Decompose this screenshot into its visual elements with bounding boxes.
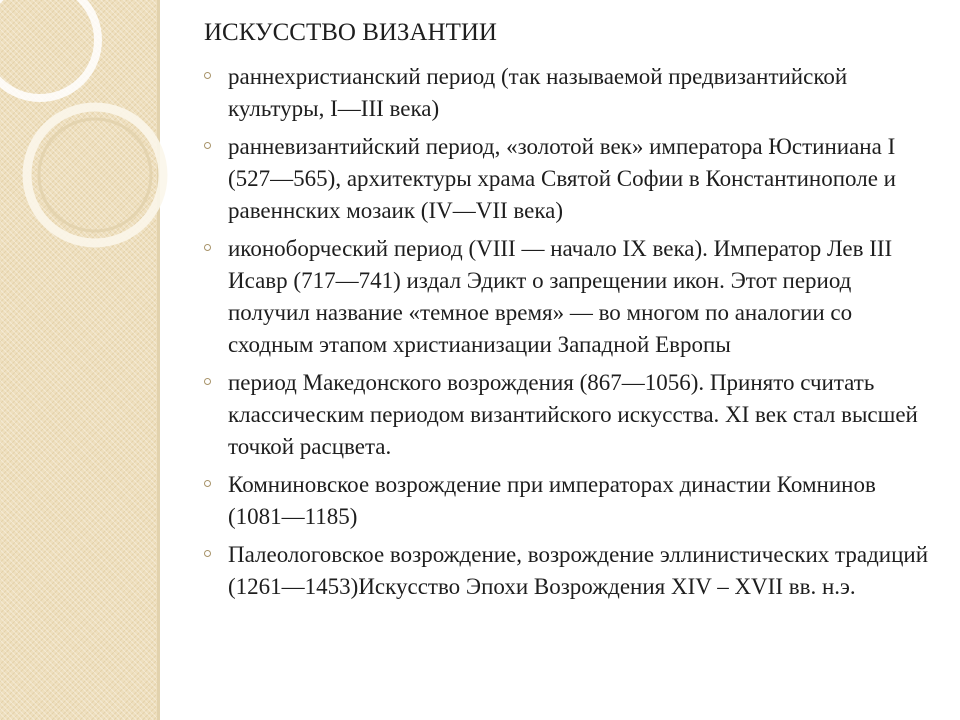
list-item-text: ранневизантийский период, «золотой век» императора Юстиниана I (527—565), архитектуры храма Святой Софии в Константинополе и равеннских мозаик (IV—VII века) xyxy=(228,134,896,223)
ring-bullet-icon xyxy=(204,72,211,79)
ring-bullet-icon xyxy=(204,480,211,487)
list-item-text: раннехристианский период (так называемой предвизантийской культуры, I—III века) xyxy=(228,64,848,121)
ring-bullet-icon xyxy=(204,142,211,149)
list-item xyxy=(204,61,934,125)
list-item-text: период Македонского возрождения (867—1056). Принято считать классическим периодом византийского искусства. XI век стал высшей точкой расцвета. xyxy=(228,370,918,459)
list-item-text: Комниновское возрождение при императорах династии Комнинов (1081—1185) xyxy=(228,472,876,529)
list-item-text: Палеологовское возрождение, возрождение эллинистических традиций (1261—1453)Искусство Эпохи Возрождения XIV – XVII вв. н.э. xyxy=(228,542,929,599)
slide-title: ИСКУССТВО ВИЗАНТИИ xyxy=(204,19,497,46)
list-item xyxy=(204,469,934,533)
ring-bullet-icon xyxy=(204,378,211,385)
list-item xyxy=(204,131,934,227)
ring-bullet-icon xyxy=(204,244,211,251)
slide-content xyxy=(204,14,934,609)
decorative-ring-inner xyxy=(39,119,151,231)
list-item-text: иконоборческий период (VIII — начало IX века). Император Лев III Исавр (717—741) издал Эдикт о запрещении икон. Этот период получил название «темное время» — во многом по аналогии со сходным этапом христианизации Западной Европы xyxy=(228,236,893,357)
ring-bullet-icon xyxy=(204,550,211,557)
decorative-ring-middle xyxy=(27,107,163,243)
decorative-ring-top xyxy=(0,0,98,98)
list-item xyxy=(204,367,934,463)
list-item xyxy=(204,539,934,603)
list-item xyxy=(204,233,934,361)
decorative-rings xyxy=(0,0,200,260)
bullet-list xyxy=(204,61,934,603)
